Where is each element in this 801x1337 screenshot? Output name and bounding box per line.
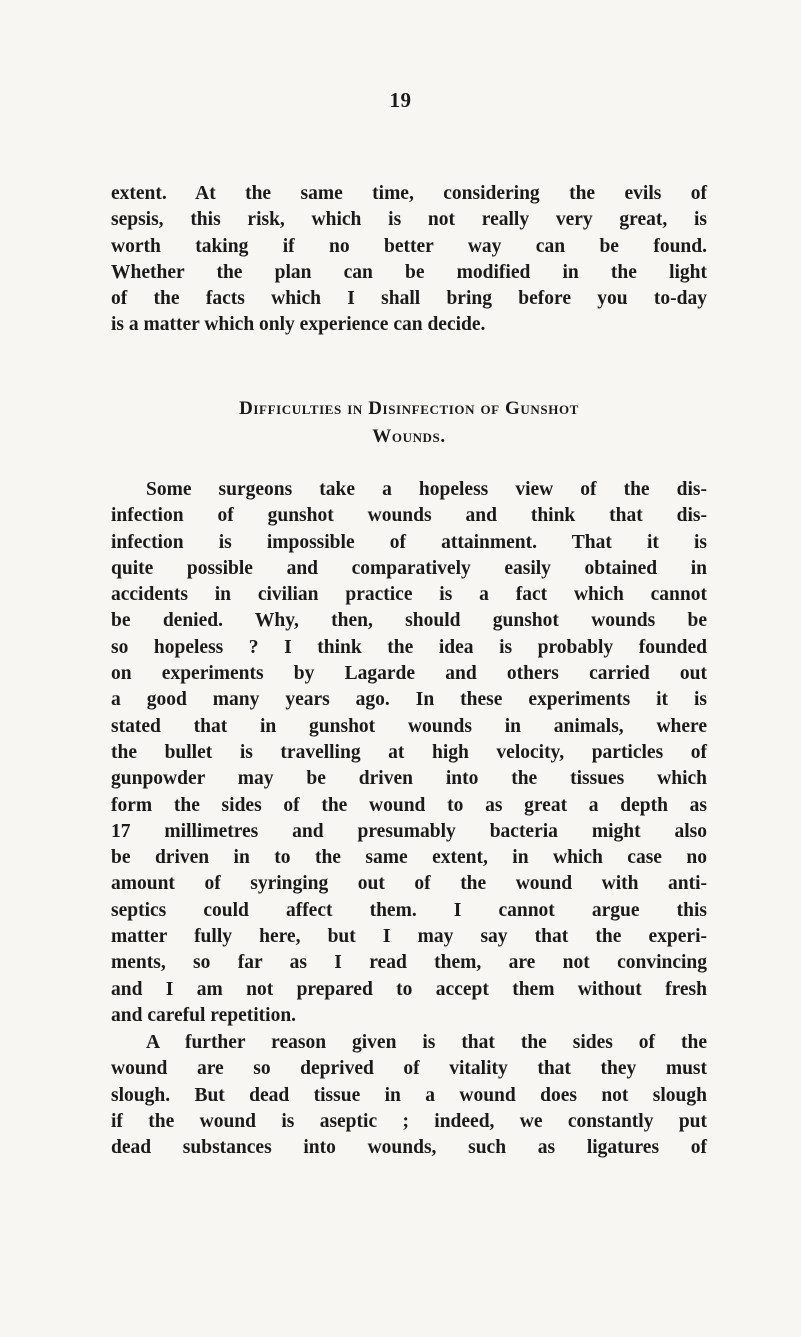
text-line: so hopeless ? I think the idea is probably founded [111,636,707,658]
text-line: on experiments by Lagarde and others carried out [111,663,707,685]
text-line: septics could affect them. I cannot argue this [111,899,707,921]
text-line: quite possible and comparatively easily obtained in [111,557,707,579]
text-line: infection of gunshot wounds and think that dis- [111,505,707,527]
text-line: is a matter which only experience can decide. [111,314,486,336]
text-line: matter fully here, but I may say that the experi- [111,926,707,948]
text-line: infection is impossible of attainment. That it is [111,531,707,553]
text-line: a good many years ago. In these experiments it is [111,689,707,711]
text-line: extent. At the same time, considering the evils of [111,183,707,204]
text-line: accidents in civilian practice is a fact which cannot [111,584,707,606]
text-line: slough. But dead tissue in a wound does not slough [111,1084,707,1106]
text-line: dead substances into wounds, such as ligatures of [111,1137,707,1159]
paragraph-further-reason [111,1030,707,1161]
heading-line: Wounds. [372,426,446,447]
text-line: Some surgeons take a hopeless view of the dis- [146,479,707,500]
text-line: form the sides of the wound to as great a depth as [111,794,707,816]
text-line: the bullet is travelling at high velocity, particles of [111,741,707,763]
text-line: worth taking if no better way can be found. [111,235,707,257]
text-line: if the wound is aseptic ; indeed, we constantly put [111,1110,707,1132]
text-line: A further reason given is that the sides of the [146,1032,707,1053]
text-line: stated that in gunshot wounds in animals, where [111,715,707,737]
text-line: ments, so far as I read them, are not convincing [111,952,707,974]
text-line: and I am not prepared to accept them without fresh [111,978,707,1000]
text-line: sepsis, this risk, which is not really very great, is [111,209,707,231]
section-heading [111,395,707,451]
text-line: and careful repetition. [111,1004,297,1026]
heading-line: Difficulties in Disinfection of Gunshot [239,398,579,419]
paragraph-opening [111,181,707,339]
text-line: wound are so deprived of vitality that they must [111,1058,707,1080]
paragraph-main [111,477,707,1029]
text-line: of the facts which I shall bring before you to-day [111,288,707,310]
text-line: amount of syringing out of the wound with anti- [111,873,707,895]
text-line: be driven in to the same extent, in which case no [111,847,707,869]
text-line: gunpowder may be driven into the tissues which [111,768,707,790]
page-number: 19 [389,88,412,112]
text-line: be denied. Why, then, should gunshot wounds be [111,610,707,632]
text-line: 17 millimetres and presumably bacteria might also [111,820,707,842]
text-line: Whether the plan can be modified in the light [111,261,707,283]
